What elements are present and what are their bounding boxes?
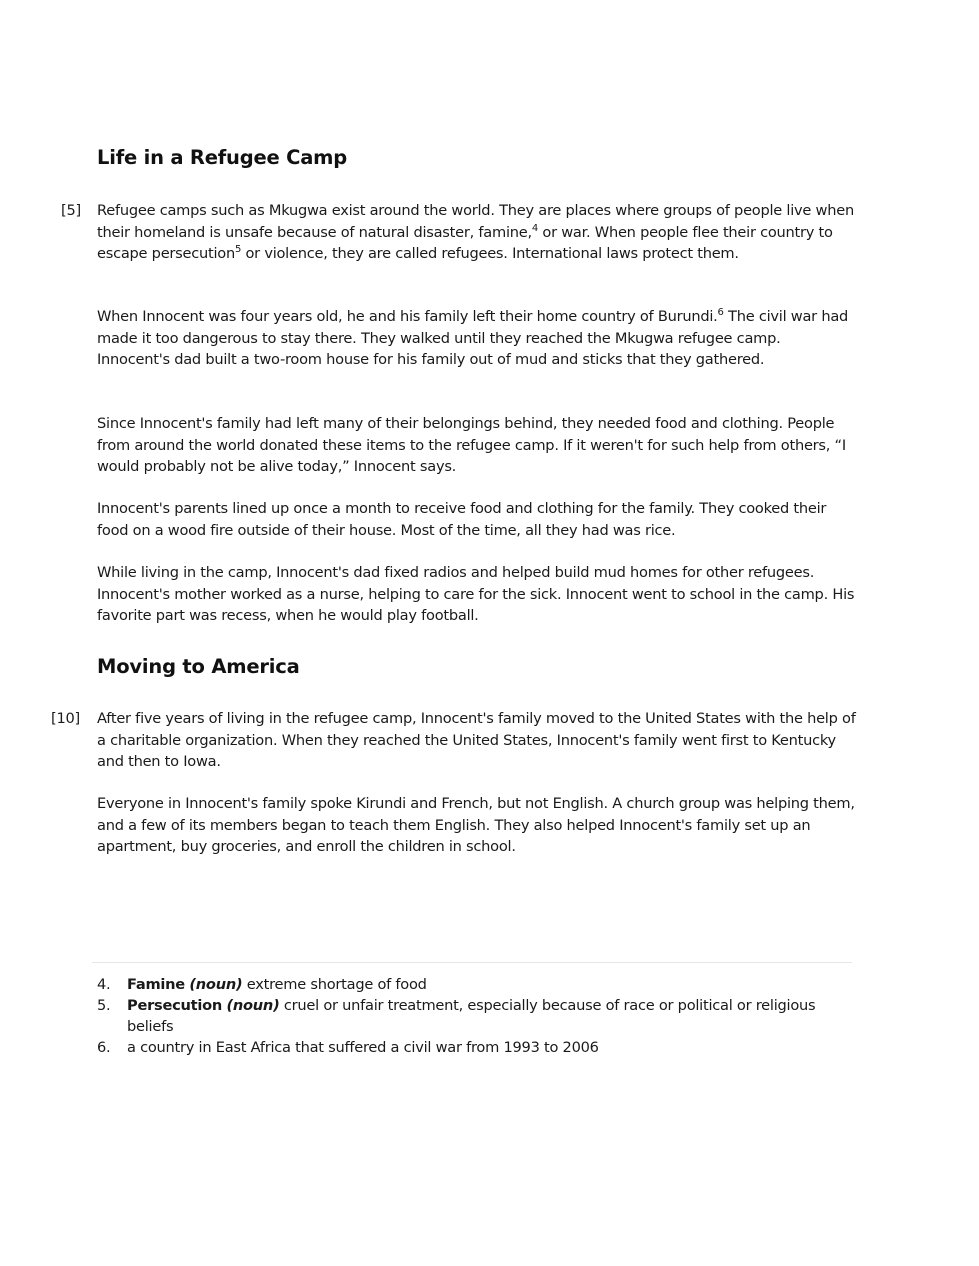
footnote-divider (92, 962, 852, 963)
footnote-definition: extreme shortage of food (242, 976, 427, 993)
footnote-number: 4. (97, 976, 111, 993)
paragraph-food-and-clothing: Innocent's parents lined up once a month to receive food and clothing for the family. They cooked their food on a wood fire outside of their house. Most of the time, all they had was rice. (97, 500, 827, 539)
paragraph-learning-english: Everyone in Innocent's family spoke Kirundi and French, but not English. A church group was helping them, and a few of its members began to teach them English. They also helped Innocent's family set up an apartment, buy groceries, and enroll the children in school. (97, 795, 855, 855)
paragraph-innocent-family-left: When Innocent was four years old, he and his family left their home country of Burundi.$^6$ The civil war had made it too dangerous to stay there. They walked until they reached the Mkugwa refugee camp. Innocent's dad built a two-room house for his family out of mud and sticks that they gathered. (97, 307, 849, 368)
footnote-ref-4[interactable]: 4 (531, 222, 538, 234)
footnote-definition: a country in East Africa that suffered a civil war from 1993 to 2006 (127, 1039, 599, 1056)
footnote-number: 6. (97, 1039, 111, 1056)
footnote-part-of-speech: (noun) (226, 997, 280, 1014)
paragraph-move-to-united-states: After five years of living in the refugee camp, Innocent's family moved to the United States with the help of a charitable organization. When they reached the United States, Innocent's family went first to Kentucky and then to Iowa. (97, 710, 856, 770)
footnote-item (97, 974, 837, 995)
paragraph-number-10: [10] (51, 710, 80, 727)
footnote-item (97, 995, 837, 1037)
paragraph-number-5: [5] (61, 202, 81, 219)
footnote-number: 5. (97, 997, 111, 1014)
footnote-term: Famine (127, 976, 185, 993)
section-heading-life-in-refugee-camp: Life in a Refugee Camp (97, 146, 348, 169)
footnote-item (97, 1037, 837, 1058)
footnote-definition: cruel or unfair treatment, especially because of race or political or religious beliefs (127, 997, 816, 1035)
section-heading-moving-to-america: Moving to America (97, 655, 300, 678)
footnote-ref-6[interactable]: 6 (717, 307, 724, 318)
paragraph-life-in-camp: While living in the camp, Innocent's dad fixed radios and helped build mud homes for other refugees. Innocent's mother worked as a nurse, helping to care for the sick. Innocent went to school in the camp. His favorite part was recess, when he would play football. (97, 564, 855, 624)
footnote-part-of-speech: (noun) (189, 976, 243, 993)
footnote-list (97, 974, 837, 1058)
footnote-ref-5[interactable]: 5 (234, 244, 242, 255)
paragraph-refugee-camps: Refugee camps such as Mkugwa exist around the world. They are places where groups of people live when their homeland is unsafe because of natural disaster, famine,$^4$ or war. When people flee their country to escape persecution$^5$ or violence, they are called refugees. International laws protect them. (97, 202, 854, 262)
paragraph-donations: Since Innocent's family had left many of their belongings behind, they needed food and clothing. People from around the world donated these items to the refugee camp. If it weren't for such help from others, “I would probably not be alive today,” Innocent says. (97, 415, 846, 475)
footnote-term: Persecution (127, 997, 223, 1014)
